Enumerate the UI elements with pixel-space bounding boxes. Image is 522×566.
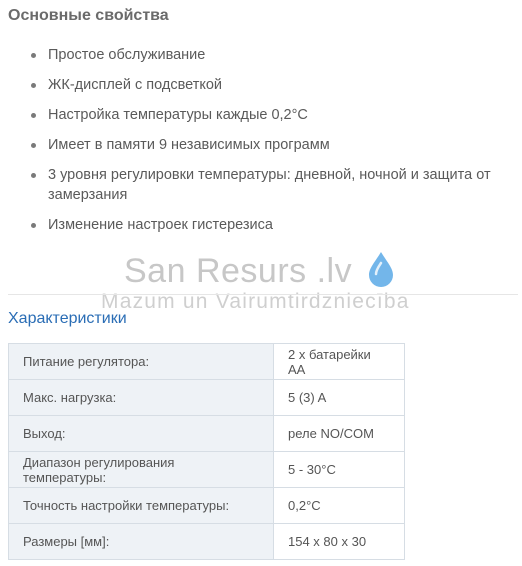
table-row — [9, 344, 405, 380]
spec-label: Диапазон регулирования температуры: — [9, 452, 274, 488]
feature-item: Простое обслуживание — [28, 45, 518, 65]
watermark-subtitle: Mazum un Vairumtirdzniecība — [101, 290, 410, 313]
section-title: Основные свойства — [8, 7, 169, 24]
feature-item: 3 уровня регулировки температуры: дневной, ночной и защита от замерзания — [28, 165, 518, 205]
feature-item: Настройка температуры каждые 0,2°С — [28, 105, 518, 125]
spec-label: Размеры [мм]: — [9, 524, 274, 560]
table-row — [9, 416, 405, 452]
spec-value: 5 (3) A — [274, 380, 405, 416]
feature-item: Изменение настроек гистерезиса — [28, 215, 518, 235]
watermark-title: San Resurs .lv — [124, 252, 353, 290]
water-drop-icon — [366, 250, 396, 288]
section-divider — [8, 294, 518, 295]
spec-value: 5 - 30°C — [274, 452, 405, 488]
spec-value: 154 x 80 x 30 — [274, 524, 405, 560]
feature-item: ЖК-дисплей с подсветкой — [28, 75, 518, 95]
specs-table — [8, 343, 405, 560]
spec-label: Выход: — [9, 416, 274, 452]
spec-value: 2 x батарейки AA — [274, 344, 405, 380]
spec-value: 0,2°C — [274, 488, 405, 524]
specs-title: Характеристики — [8, 310, 127, 327]
table-row — [9, 452, 405, 488]
feature-item: Имеет в памяти 9 независимых программ — [28, 135, 518, 155]
table-row — [9, 488, 405, 524]
table-row — [9, 524, 405, 560]
spec-value: реле NO/COM — [274, 416, 405, 452]
spec-label: Макс. нагрузка: — [9, 380, 274, 416]
spec-label: Питание регулятора: — [9, 344, 274, 380]
spec-label: Точность настройки температуры: — [9, 488, 274, 524]
table-row — [9, 380, 405, 416]
feature-list — [28, 45, 518, 245]
